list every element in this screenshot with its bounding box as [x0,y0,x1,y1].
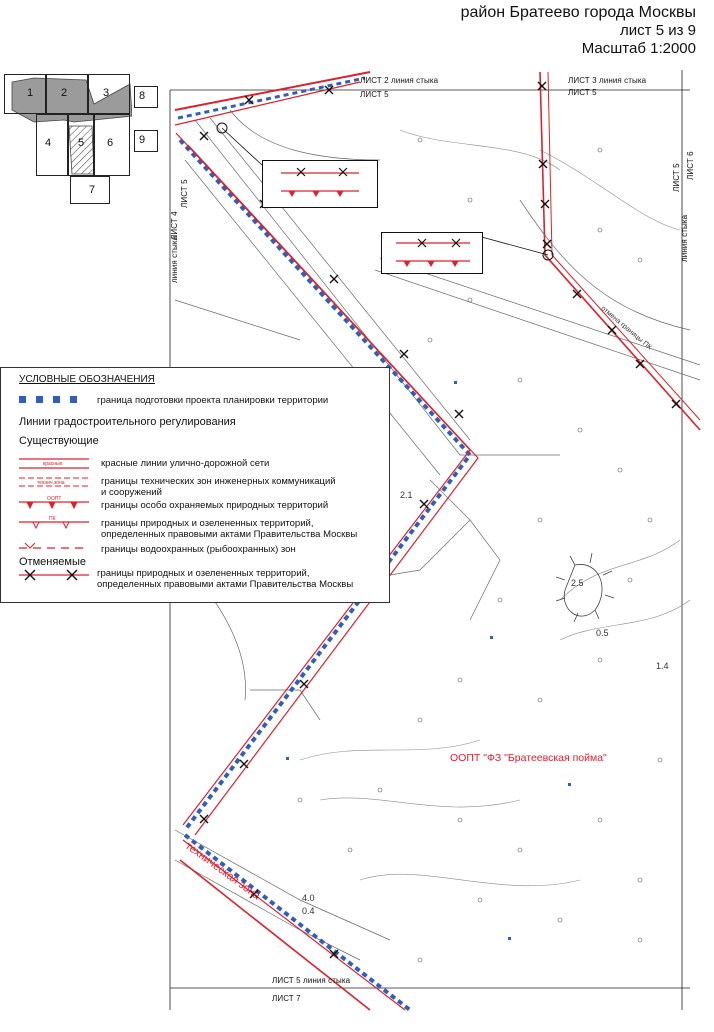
district-title: район Братеево города Москвы [460,4,696,21]
joint-label-right-joint: линия стыка [680,214,689,262]
index-cell-4[interactable]: 4 [36,114,68,176]
joint-label-left-joint: линия стыка [170,235,179,283]
joint-label-right-sheet: ЛИСТ 5 [672,163,681,192]
legend-tech-zones: границы технических зон инженерных коммуникаций и сооружений [101,476,336,498]
tech-zone-symbol [19,474,89,490]
spot-height: 2.5 [571,578,584,588]
index-cell-5[interactable]: 5 [68,114,94,176]
callout-symbol [382,233,482,273]
legend-cancelled-natural: границы природных и озелененных территорий, определенных правовыми актами Правительства Москвы [97,568,354,590]
joint-label-left-sheet: ЛИСТ 4 [170,211,179,240]
legend-protected: границы особо охраняемых природных территорий [101,500,329,511]
tech-zone-symbol-text: технич.зона [37,480,65,486]
legend-project-boundary: граница подготовки проекта планировки территории [97,395,329,406]
legend-natural: границы природных и озелененных территорий, определенных правовыми актами Правительства Москвы [101,518,358,540]
legend-red-lines: красные линии улично-дорожной сети [101,458,270,469]
joint-label-top-left-sub: ЛИСТ 5 [360,90,389,99]
index-cell-2[interactable]: 2 [46,74,88,114]
index-cell-1[interactable]: 1 [4,74,46,114]
natural-symbol [19,516,89,532]
cancelled-boundary-label: отмена границы ПК [599,305,653,352]
callout-box-lower [381,232,483,274]
red-line-symbol [19,456,89,472]
joint-label-bottom: ЛИСТ 5 линия стыка [272,976,351,985]
legend-cancelled-heading: Отменяемые [19,556,87,568]
natural-symbol-text: ПК [49,516,56,522]
joint-label-right-sheet-sub: ЛИСТ 6 [686,151,695,180]
joint-label-bottom-sub: ЛИСТ 7 [272,994,301,1003]
map-legend [0,367,390,603]
sheet-index-map [4,74,132,204]
index-cell-6[interactable]: 6 [94,114,130,176]
callout-symbol [263,161,377,207]
water-symbol [19,542,89,554]
spot-height: 0.5 [596,628,609,638]
red-line-symbol-text: красные [43,461,63,467]
joint-label-left-sheet-sub: ЛИСТ 5 [180,179,189,208]
sheet-number: лист 5 из 9 [620,22,696,39]
spot-height: 0.4 [302,906,315,916]
spot-height: 4.0 [302,893,315,903]
index-cell-8[interactable]: 8 [134,86,158,108]
project-boundary-symbol [19,395,87,405]
legend-existing-heading: Существующие [19,435,99,447]
map-scale: Масштаб 1:2000 [581,40,696,57]
callout-box-upper [262,160,378,208]
index-cell-3[interactable]: 3 [88,74,130,114]
protected-symbol-text: ООПТ [47,496,62,502]
joint-label-top-left: ЛИСТ 2 линия стыка [360,76,439,85]
spot-height: 1.4 [656,661,669,671]
index-cell-7[interactable]: 7 [70,176,110,204]
joint-label-top-right: ЛИСТ 3 линия стыка [568,76,647,85]
joint-label-top-right-sub: ЛИСТ 5 [568,88,597,97]
hill [556,553,614,622]
legend-lines-heading: Линии градостроительного регулирования [19,416,236,428]
index-cell-9[interactable]: 9 [134,130,158,152]
legend-title: УСЛОВНЫЕ ОБОЗНАЧЕНИЯ [19,374,155,385]
legend-water: границы водоохранных (рыбоохранных) зон [101,544,296,555]
protected-symbol [19,496,89,512]
protected-area-label: ООПТ "ФЗ "Братеевская пойма" [450,752,607,764]
cancelled-symbol [19,568,89,582]
technical-zone-label: техническая зона [182,840,263,903]
spot-height: 2.1 [400,490,413,500]
